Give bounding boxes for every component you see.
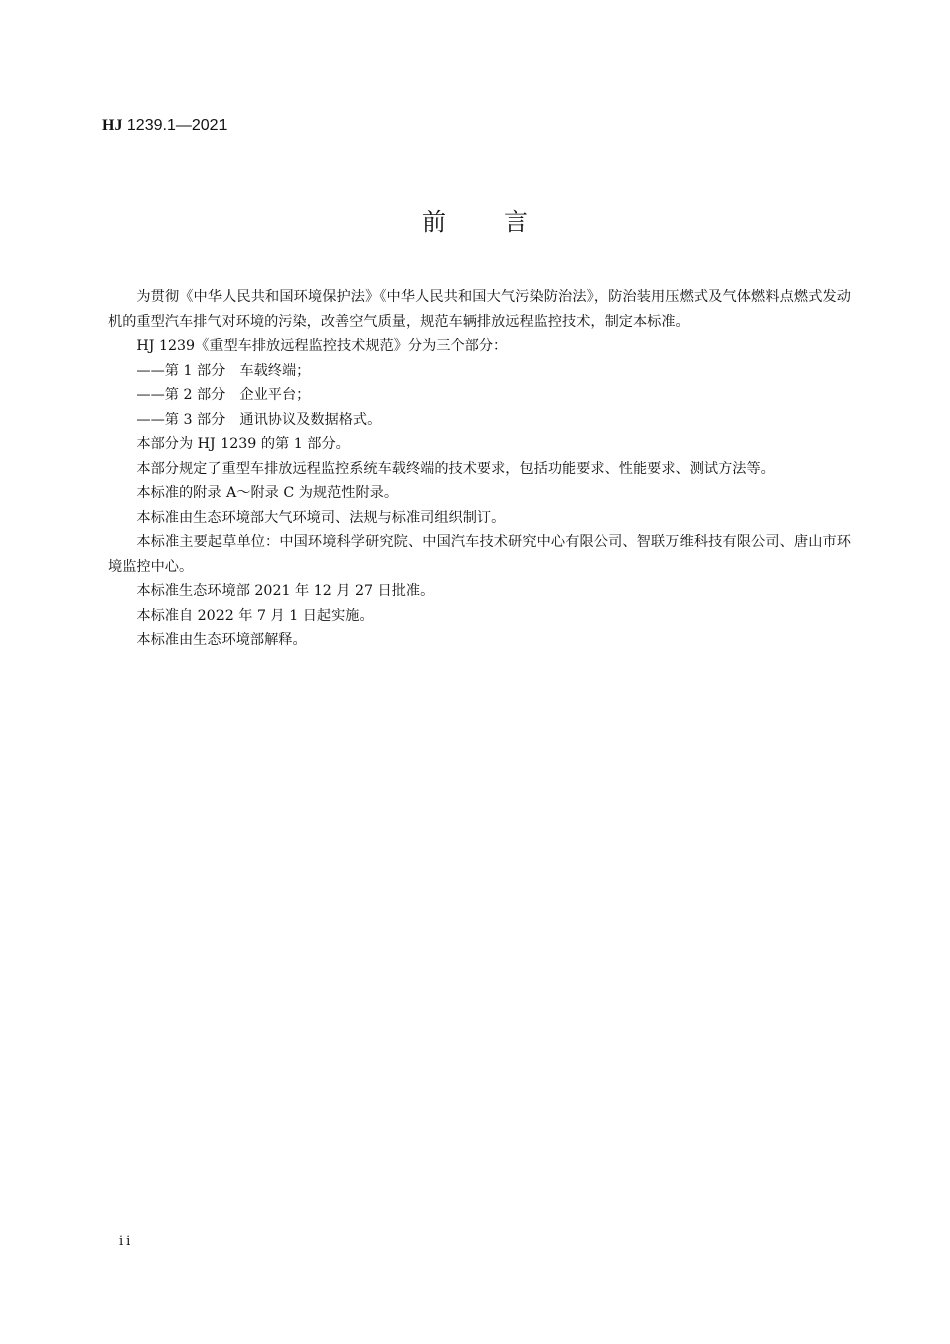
standard-code-number: 1239.1—2021 (122, 117, 228, 134)
paragraph-scope: 本部分规定了重型车排放远程监控系统车载终端的技术要求，包括功能要求、性能要求、测试方法等。 (136, 460, 775, 477)
part-label: ——第 3 部分 (136, 411, 226, 428)
part-name: 企业平台； (239, 387, 311, 403)
part-label: ——第 2 部分 (136, 387, 226, 403)
paragraph-structure: HJ 1239《重型车排放远程监控技术规范》分为三个部分： (136, 338, 508, 354)
paragraph-effective-date: 本标准自 2022 年 7 月 1 日起实施。 (136, 607, 374, 624)
part-label: ——第 1 部分 (136, 362, 226, 379)
paragraph-interpretation: 本标准由生态环境部解释。 (136, 632, 307, 648)
paragraph-drafters: 本标准主要起草单位：中国环境科学研究院、中国汽车技术研究中心有限公司、智联万维科技有限公司、唐山市环境监控中心。 (108, 534, 851, 575)
part-name: 车载终端； (239, 362, 311, 379)
standard-code-prefix: HJ (102, 117, 123, 134)
list-item-part-2 (108, 383, 851, 408)
paragraph-purpose: 为贯彻《中华人民共和国环境保护法》《中华人民共和国大气污染防治法》，防治装用压燃式及气体燃料点燃式发动机的重型汽车排气对环境的污染，改善空气质量，规范车辆排放远程监控技术，制定本标准。 (108, 289, 851, 330)
page-title: 前言 (422, 208, 586, 236)
document-body (108, 285, 851, 653)
paragraph-annexes: 本标准的附录 A～附录 C 为规范性附录。 (136, 485, 399, 501)
list-item-part-1 (108, 359, 851, 384)
page-number: ii (119, 1234, 134, 1249)
standard-code (102, 116, 227, 136)
paragraph-organizers: 本标准由生态环境部大气环境司、法规与标准司组织制订。 (136, 509, 506, 526)
paragraph-part-statement: 本部分为 HJ 1239 的第 1 部分。 (136, 436, 350, 452)
list-item-part-3 (108, 408, 851, 433)
paragraph-approval: 本标准生态环境部 2021 年 12 月 27 日批准。 (136, 583, 435, 599)
part-name: 通讯协议及数据格式。 (239, 411, 382, 428)
